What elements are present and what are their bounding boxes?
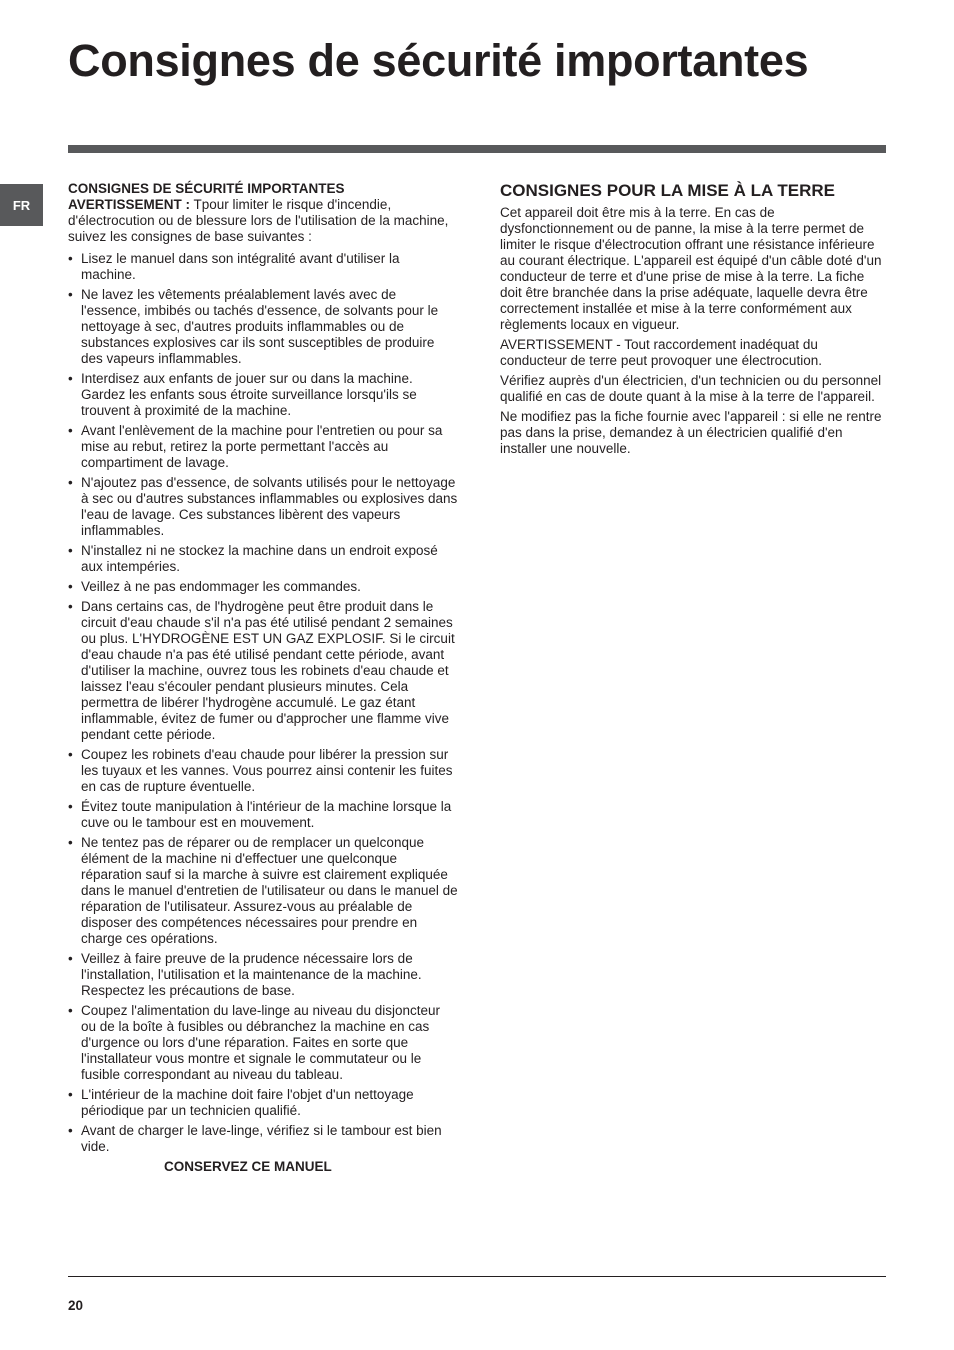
list-item: • Ne lavez les vêtements préalablement lavés avec de l'essence, imbibés ou tachés d'essence, de solvants pour le nettoyage à sec, d'autres produits inflammables ou de substances explosives car ils sont susceptibles de produire des vapeurs inflammables. — [68, 287, 439, 366]
bullet: • — [68, 747, 73, 762]
bullet: • — [68, 951, 73, 966]
safety-instructions-column — [68, 181, 458, 1175]
bullet: • — [68, 287, 73, 302]
bullet: • — [68, 599, 73, 614]
warning-text: Tpour limiter le risque d'incendie, d'électrocution ou de blessure lors de l'utilisation de la machine, suivez les consignes de base suivantes : — [68, 197, 449, 244]
grounding-heading: CONSIGNES POUR LA MISE À LA TERRE — [500, 181, 835, 200]
bullet: • — [68, 423, 73, 438]
grounding-paragraph: Ne modifiez pas la fiche fournie avec l'appareil : si elle ne rentre pas dans la prise, demandez à un électricien qualifié d'en installer une nouvelle. — [500, 409, 882, 456]
grounding-paragraph: Cet appareil doit être mis à la terre. En cas de dysfonctionnement ou de panne, la mise à la terre permet de limiter le risque d'électrocution offrant une résistance inférieure au courant électrique. L'appareil est équipé d'un câble doté d'un conducteur de terre et d'une prise de mise à la terre. La fiche doit être branchée dans la prise adéquate, laquelle devra être correctement installée et mise à la terre conformément aux règlements locaux en vigueur. — [500, 205, 882, 332]
list-item: • Veillez à ne pas endommager les commandes. — [68, 579, 361, 594]
keep-manual-note: CONSERVEZ CE MANUEL — [164, 1159, 332, 1174]
list-item: • Coupez l'alimentation du lave-linge au niveau du disjoncteur ou de la boîte à fusibles ou débranchez la machine en cas d'urgence ou lors d'une réparation. Faites en sorte que l'installateur vous montre et signale le commutateur ou le fusible correspondant au niveau du tableau. — [68, 1003, 441, 1082]
list-item: • Avant de charger le lave-linge, vérifiez si le tambour est bien vide. — [68, 1123, 442, 1154]
grounding-instructions-column — [500, 182, 886, 461]
list-item: • Dans certains cas, de l'hydrogène peut être produit dans le circuit d'eau chaude s'il n'a pas été utilisé pendant 2 semaines ou plus. L'HYDROGÈNE EST UN GAZ EXPLOSIF. Si le circuit d'eau chaude n'a pas été utilisé pendant cette période, avant d'utiliser la machine, ouvrez tous les robinets d'eau chaude et laissez l'eau s'écouler pendant plusieurs minutes. Cela permettra de libérer l'hydrogène accumulé. Le gaz étant inflammable, évitez de fumer ou d'approcher une flamme vive pendant cette période. — [68, 599, 455, 742]
header-divider — [68, 145, 886, 153]
bullet: • — [68, 251, 73, 266]
list-item: • Veillez à faire preuve de la prudence nécessaire lors de l'installation, l'utilisation et la maintenance de la machine. Respectez les précautions de base. — [68, 951, 422, 998]
bullet: • — [68, 579, 73, 594]
list-item: • Ne tentez pas de réparer ou de remplacer un quelconque élément de la machine ni d'effectuer une quelconque réparation sauf si la marche à suivre est clairement expliquée dans le manuel d'entretien de l'utilisateur ou dans le manuel de réparation de l'utilisateur. Assurez-vous au préalable de disposer des compétences nécessaires pour prendre en charge ces opérations. — [68, 835, 458, 946]
list-item: • Avant l'enlèvement de la machine pour l'entretien ou pour sa mise au rebut, retirez la porte permettant l'accès au compartiment de lavage. — [68, 423, 443, 470]
safety-list — [68, 251, 458, 1155]
bullet: • — [68, 1123, 73, 1138]
page-title: Consignes de sécurité importantes — [68, 35, 809, 86]
list-item: • N'installez ni ne stockez la machine dans un endroit exposé aux intempéries. — [68, 543, 438, 574]
bullet: • — [68, 835, 73, 850]
bullet: • — [68, 543, 73, 558]
footer-divider — [68, 1276, 886, 1277]
language-tab: FR — [0, 184, 43, 226]
grounding-warning: AVERTISSEMENT - Tout raccordement inadéquat du conducteur de terre peut provoquer une électrocution. — [500, 337, 822, 368]
list-item: • N'ajoutez pas d'essence, de solvants utilisés pour le nettoyage à sec ou d'autres substances inflammables ou explosives dans l'eau de lavage. Ces substances libèrent des vapeurs inflammables. — [68, 475, 458, 538]
bullet: • — [68, 1003, 73, 1018]
bullet: • — [68, 371, 73, 386]
grounding-paragraph: Vérifiez auprès d'un électricien, d'un technicien ou du personnel qualifié en cas de doute quant à la mise à la terre de l'appareil. — [500, 373, 882, 404]
list-item: • Interdisez aux enfants de jouer sur ou dans la machine. Gardez les enfants sous étroite surveillance lorsqu'ils se trouvent à proximité de la machine. — [68, 371, 417, 418]
list-item: • Lisez le manuel dans son intégralité avant d'utiliser la machine. — [68, 251, 400, 282]
bullet: • — [68, 475, 73, 490]
warning-label: AVERTISSEMENT : — [68, 197, 191, 212]
list-item: • Coupez les robinets d'eau chaude pour libérer la pression sur les tuyaux et les vannes. Vous pourrez ainsi contenir les fuites en cas de rupture éventuelle. — [68, 747, 453, 794]
bullet: • — [68, 1087, 73, 1102]
safety-heading: CONSIGNES DE SÉCURITÉ IMPORTANTES — [68, 181, 345, 196]
list-item: • Évitez toute manipulation à l'intérieur de la machine lorsque la cuve ou le tambour est en mouvement. — [68, 799, 452, 830]
list-item: • L'intérieur de la machine doit faire l'objet d'un nettoyage périodique par un technicien qualifié. — [68, 1087, 414, 1118]
warning-intro — [68, 197, 458, 245]
bullet: • — [68, 799, 73, 814]
page-number: 20 — [68, 1298, 84, 1313]
